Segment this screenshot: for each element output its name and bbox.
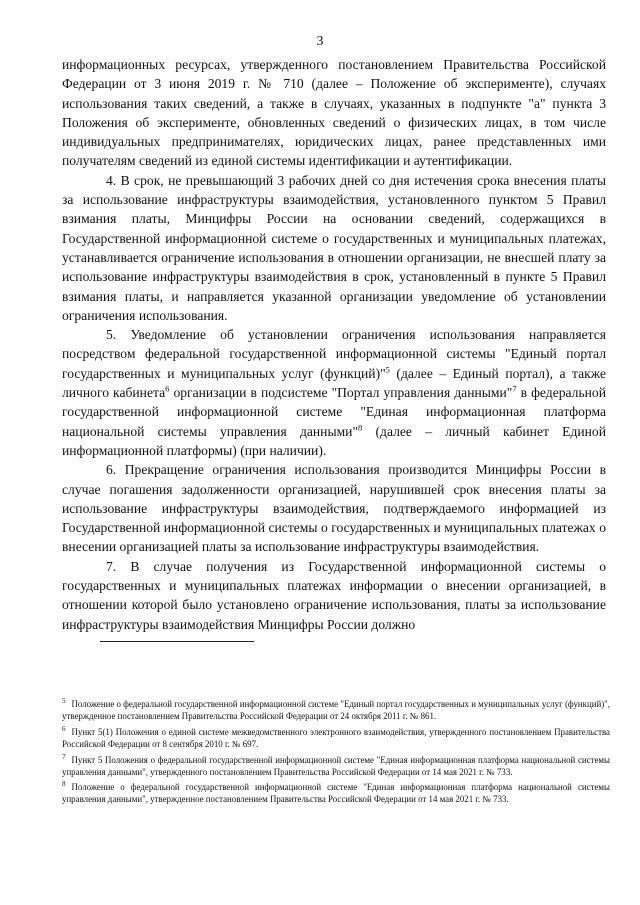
footnote-6 — [62, 724, 610, 751]
footnote-number: 8 — [62, 780, 66, 789]
footnote-8 — [62, 782, 610, 806]
footnote-number: 6 — [62, 724, 66, 733]
footnote-7 — [62, 752, 610, 779]
footnotes — [62, 699, 610, 810]
continued-paragraph: информационных ресурсах, утвержденного постановлением Правительства Российской Федерации от 3 июня 2019 г. № 710 (далее – Положение об эксперименте), случаях использования таких сведений, а также в случаях, указанных в подпункте "а" пункта 3 Положения об эксперименте, обновленных сведений о физических лицах, в том числе индивидуальных предпринимателях, юридических лицах, ранее представленных ими получателям сведений из единой системы идентификации и аутентификации. — [62, 57, 606, 169]
footnote-number: 7 — [62, 752, 66, 761]
footnote-ref-7: 7 — [512, 383, 517, 394]
paragraph-item-6: 6. Прекращение ограничения использования производится Минцифры России в случае погашения задолженности организацией, нарушившей срок внесения платы за использование инфраструктуры взаимодействия, подтверждаемого информацией из Государственной информационной системы о государственных и муниципальных платежах о внесении организацией платы за использование инфраструктуры взаимодействия. — [62, 462, 606, 555]
paragraph-item-7: 7. В случае получения из Государственной информационной системы о государственных и муниципальных платежах информации о внесении организацией, в отношении которой было установлено ограничение использования, платы за использование инфраструктуры взаимодействия Минцифры России должно — [62, 558, 606, 632]
footnote-text: Положение о федеральной государственной информационной системе "Единая информационная платформа национальной системы управления данными", утвержденное постановлением Правительства Российской Федерации от 14 мая 2021 г. № 733. — [62, 782, 610, 805]
footnote-ref-8: 8 — [358, 422, 363, 433]
footnote-text: Положение о федеральной государственной информационной системе "Единый портал государственных и муниципальных услуг (функций)", утвержденное постановлением Правительства Российской Федерации от 24 октября 2011 г. № 861. — [62, 699, 610, 721]
footnote-5 — [62, 699, 610, 723]
footnote-ref-5: 5 — [385, 364, 390, 375]
footnote-separator — [100, 641, 254, 642]
paragraph-item-5 — [62, 325, 606, 460]
footnote-text: Пункт 5 Положения о федеральной государственной информационной системе "Единая информационная платформа национальной системы управления данными", утвержденного постановлением Правительства Российской Федерации от 14 мая 2021 г. № 733. — [62, 754, 610, 777]
footnote-number: 5 — [62, 697, 66, 706]
item5-part4: в федеральной государственной информационной системе "Единая информационная платформа национальной системы управления данными" — [62, 385, 607, 439]
footnote-text: Пункт 5(1) Положения о единой системе межведомственного электронного взаимодействия, утвержденного постановлением Правительства Российской Федерации от 8 сентября 2010 г. № 697. — [62, 726, 610, 749]
paragraph-item-4: 4. В срок, не превышающий 3 рабочих дней со дня истечения срока внесения платы за использование инфраструктуры взаимодействия, установленного пунктом 5 Правил взимания платы, Минцифры России на основании сведений, содержащихся в Государственной информационной системе о государственных и муниципальных платежах, устанавливается ограничение использования в отношении организации, не внесшей плату за использование инфраструктуры взаимодействия в срок, установленный в пункте 5 Правил взимания платы, и направляется указанной организации уведомление об установлении ограничения использования. — [62, 172, 606, 323]
item5-part5: (далее – личный кабинет Единой информационной платформы) (при наличии). — [62, 423, 607, 458]
document-body — [62, 55, 606, 634]
item5-part3: организации в подсистеме "Портал управления данными" — [169, 385, 513, 401]
page-number: 3 — [316, 34, 324, 49]
item5-part2: (далее – Единый портал), а также личного кабинета — [62, 365, 606, 401]
footnote-ref-6: 6 — [165, 383, 170, 394]
item5-part1: 5. Уведомление об установлении ограничения использования направляется посредством федеральной государственной информационной системы "Единый портал государственных и муниципальных услуг (функций)" — [62, 327, 606, 381]
